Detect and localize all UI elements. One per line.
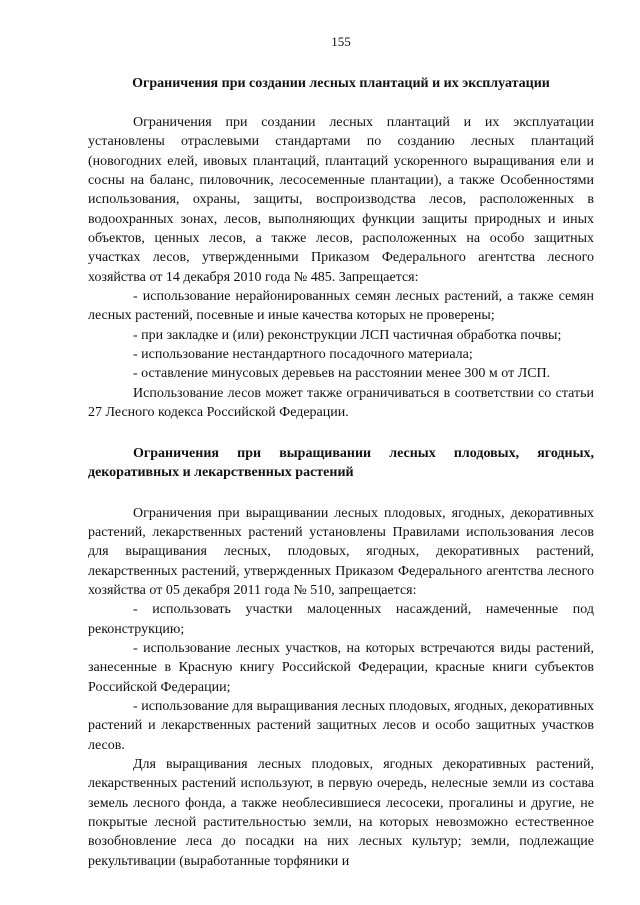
paragraph-land-use: Для выращивания лесных плодовых, ягодных декоративных растений, лекарственных растений используют, в первую очередь, нелесные земли из состава земель лесного фонда, а также необлесившиеся лесосеки, прогалины и другие, не покрытые лесной растительностью земли, на которых невозможно естественное возобновление леса до посадки на них лесных культур; земли, подлежащие рекультивации (выработанные торфяники и xyxy=(88,756,594,869)
page-number: 155 xyxy=(331,34,351,49)
section-plantations xyxy=(88,74,594,423)
document-page xyxy=(88,34,594,871)
section-heading-plantations: Ограничения при создании лесных плантаций и их эксплуатации xyxy=(132,76,550,91)
section-cultivation xyxy=(88,444,594,872)
list-item-soil: - при закладке и (или) реконструкции ЛСП частичная обработка почвы; xyxy=(133,327,562,343)
list-item-red-book: - использование лесных участков, на которых встречаются виды растений, занесенные в Красную книгу Российской Федерации, красные книги субъектов Российской Федерации; xyxy=(88,640,594,695)
paragraph-intro-cultivation: Ограничения при выращивании лесных плодовых, ягодных, декоративных растений, лекарственных растений установлены Правилами использования лесов для выращивания лесных, плодовых, ягодных, декоративных растений, лекарственных растений, утвержденных Приказом Федерального агентства лесного хозяйства от 05 декабря 2011 года № 510, запрещается: xyxy=(88,505,594,598)
list-item-protective-forests: - использование для выращивания лесных плодовых, ягодных, декоративных растений и лекарственных растений защитных лесов и особо защитных участков лесов. xyxy=(88,698,594,753)
paragraph-article-27: Использование лесов может также ограничиваться в соответствии со статьи 27 Лесного кодекса Российской Федерации. xyxy=(88,385,594,421)
paragraph-intro-plantations: Ограничения при создании лесных плантаций и их эксплуатации установлены отраслевыми стандартами по созданию лесных плантаций (новогодних елей, ивовых плантаций, плантаций ускоренного выращивания ели и сосны на баланс, пиловочник, лесосеменные плантации), а также Особенностями использования, охраны, защиты, воспроизводства лесов, расположенных в водоохранных зонах, лесов, выполняющих функции защиты природных и иных объектов, ценных лесов, а также лесов, расположенных на особо защитных участках лесов, утвержденными Приказом Федерального агентства лесного хозяйства от 14 декабря 2010 года № 485. Запрещается: xyxy=(88,115,594,285)
section-heading-cultivation: Ограничения при выращивании лесных плодовых, ягодных, декоративных и лекарственных растений xyxy=(88,445,594,480)
list-item-seeds: - использование нерайонированных семян лесных растений, а также семян лесных растений, посевные и иные качества которых не проверены; xyxy=(88,289,594,324)
list-item-low-value-stands: - использовать участки малоценных насаждений, намеченные под реконструкцию; xyxy=(88,602,594,637)
list-item-planting-material: - использование нестандартного посадочного материала; xyxy=(133,347,473,363)
list-item-minus-trees: - оставление минусовых деревьев на расстоянии менее 300 м от ЛСП. xyxy=(133,366,551,382)
